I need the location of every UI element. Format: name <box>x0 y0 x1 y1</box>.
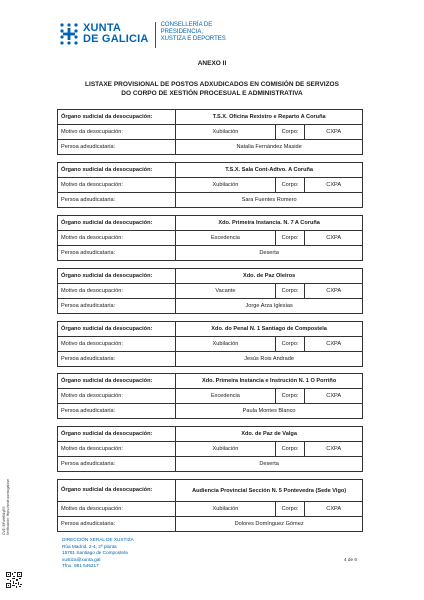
reason-value: Vacante <box>175 284 274 298</box>
corps-value: CXPA <box>304 284 362 298</box>
organ-value: Xdo. Primeira Instancia. N. 7 A Coruña <box>175 216 362 230</box>
person-value: Sara Fuentes Romero <box>175 193 362 207</box>
organ-row <box>58 322 362 336</box>
reason-label: Motivo da desocupación: <box>61 340 123 347</box>
xunta-logo <box>58 22 149 46</box>
person-row <box>58 456 362 471</box>
person-label: Persoa adxudicataria: <box>61 249 116 256</box>
reason-label: Motivo da desocupación: <box>61 393 123 400</box>
reason-label: Motivo da desocupación: <box>61 287 123 294</box>
reason-row <box>58 230 362 245</box>
qr-code-icon <box>6 572 22 588</box>
person-value: Deserta <box>175 246 362 260</box>
person-label: Persoa adxudicataria: <box>61 302 116 309</box>
organ-row <box>58 480 362 501</box>
organ-value: Xdo. do Penal N. 1 Santiago de Compostela <box>175 322 362 336</box>
organ-label: Órgano xudicial da desocupación: <box>61 487 153 494</box>
organ-label: Órgano xudicial da desocupación: <box>61 378 153 385</box>
corps-label: Corpo: <box>275 231 305 245</box>
corps-label: Corpo: <box>275 502 305 516</box>
page-number: 4 de 6 <box>344 557 358 562</box>
document-title <box>62 80 362 98</box>
person-value: Dolores Domínguez Gómez <box>175 517 362 531</box>
reason-row <box>58 336 362 351</box>
footer-line: 15781 Santiago de Compostela <box>62 550 128 555</box>
organ-value: Audiencia Provincial Sección N. 5 Pontevedra (Sede Vigo) <box>175 480 362 501</box>
person-label: Persoa adxudicataria: <box>61 144 116 150</box>
footer-line: Tfno. 981 546217 <box>62 563 99 568</box>
assignment-entry <box>57 215 363 261</box>
department-line: XUSTIZA E DEPORTES <box>160 36 226 42</box>
person-label: Persoa adxudicataria: <box>61 408 116 415</box>
reason-label: Motivo da desocupación: <box>61 234 123 241</box>
organ-value: Xdo. de Paz de Valga <box>175 427 362 441</box>
person-row <box>58 403 362 418</box>
organ-label: Órgano xudicial da desocupación: <box>61 431 153 438</box>
verification-code: CVE: BPuhH0LyR3 <box>2 506 6 535</box>
reason-value: Excedencia <box>175 231 274 245</box>
reason-value: Xubilación <box>175 178 274 192</box>
organ-label: Órgano xudicial da desocupación: <box>61 325 153 332</box>
assignment-entry <box>57 321 363 367</box>
person-label: Persoa adxudicataria: <box>61 461 116 468</box>
department-line: PRESIDENCIA, <box>160 29 203 35</box>
person-label: Persoa adxudicataria: <box>61 196 116 203</box>
reason-value: Xubilación <box>175 125 274 139</box>
assignment-entry <box>57 162 363 208</box>
organ-row <box>58 110 362 124</box>
assignment-list <box>57 109 363 539</box>
organ-label: Órgano xudicial da desocupación: <box>61 114 153 120</box>
assignment-entry <box>57 426 363 472</box>
reason-value: Xubilación <box>175 337 274 351</box>
reason-row <box>58 441 362 456</box>
person-value: Jesús Rois Andrade <box>175 352 362 366</box>
reason-label: Motivo da desocupación: <box>61 446 123 453</box>
assignment-entry <box>57 373 363 419</box>
page-header <box>58 22 226 52</box>
organ-value: T.S.X. Sala Cont-Adtvo. A Coruña <box>175 163 362 177</box>
corps-value: CXPA <box>304 442 362 456</box>
organ-row <box>58 269 362 283</box>
person-value: Jorge Arza Iglesias <box>175 299 362 313</box>
header-divider <box>155 22 156 48</box>
reason-row <box>58 501 362 516</box>
galicia-cross-icon <box>58 22 80 46</box>
corps-label: Corpo: <box>275 284 305 298</box>
person-value: Deserta <box>175 457 362 471</box>
footer-address <box>62 537 134 570</box>
person-row <box>58 139 362 154</box>
department-line: CONSELLERÍA DE <box>160 22 213 28</box>
assignment-entry <box>57 109 363 155</box>
logo-line-1: XUNTA <box>83 22 122 34</box>
organ-row <box>58 427 362 441</box>
person-row <box>58 245 362 260</box>
footer-line: Rúa Madrid, 2-4, 2ª planta <box>62 543 117 549</box>
corps-value: CXPA <box>304 502 362 516</box>
assignment-entry <box>57 479 363 532</box>
reason-value: Xubilación <box>175 502 274 516</box>
reason-label: Motivo da desocupación: <box>61 506 123 513</box>
reason-label: Motivo da desocupación: <box>61 181 123 188</box>
title-line: LISTAXE PROVISIONAL DE POSTOS ADXUDICADOS EN COMISIÓN DE SERVIZOS <box>85 81 339 88</box>
annex-heading: ANEXO II <box>197 60 227 67</box>
person-value: Paula Montes Blanco <box>175 404 362 418</box>
corps-label: Corpo: <box>275 178 305 192</box>
reason-value: Excedencia <box>175 389 274 403</box>
organ-label: Órgano xudicial da desocupación: <box>61 166 153 173</box>
logo-line-2: DE GALICIA <box>83 33 149 45</box>
organ-row <box>58 374 362 388</box>
corps-label: Corpo: <box>275 442 305 456</box>
person-row <box>58 298 362 313</box>
reason-value: Xubilación <box>175 442 274 456</box>
organ-row <box>58 216 362 230</box>
corps-label: Corpo: <box>275 337 305 351</box>
reason-row <box>58 177 362 192</box>
corps-value: CXPA <box>304 389 362 403</box>
corps-value: CXPA <box>304 178 362 192</box>
title-line: DO CORPO DE XESTIÓN PROCESUAL E ADMINISTRATIVA <box>121 90 303 97</box>
reason-row <box>58 283 362 298</box>
organ-value: Xdo. de Paz Oleiros <box>175 269 362 283</box>
assignment-entry <box>57 268 363 314</box>
logo-wordmark <box>83 23 149 45</box>
person-label: Persoa adxudicataria: <box>61 355 116 362</box>
corps-value: CXPA <box>304 125 362 139</box>
footer-line: DIRECCIÓN XERAL DE XUSTIZA <box>62 537 134 542</box>
person-value: Natalia Fernández Maside <box>175 140 362 154</box>
person-row <box>58 516 362 531</box>
person-row <box>58 192 362 207</box>
reason-label: Motivo da desocupación: <box>61 129 123 135</box>
corps-label: Corpo: <box>275 389 305 403</box>
corps-value: CXPA <box>304 231 362 245</box>
verification-note <box>2 479 10 535</box>
corps-value: CXPA <box>304 337 362 351</box>
footer-email[interactable]: xustiza@xunta.gal <box>62 556 101 562</box>
person-row <box>58 351 362 366</box>
organ-row <box>58 163 362 177</box>
organ-label: Órgano xudicial da desocupación: <box>61 219 153 226</box>
organ-value: T.S.X. Oficina Rexistro e Reparto A Coruña <box>175 110 362 124</box>
verification-url[interactable]: Verificación: https://sede.xunta.gal/cve <box>6 478 10 535</box>
department-name <box>161 22 226 43</box>
organ-label: Órgano xudicial da desocupación: <box>61 272 153 279</box>
organ-value: Xdo. Primeira Instancia e Instrución N. 1 O Porriño <box>175 374 362 388</box>
reason-row <box>58 388 362 403</box>
reason-row <box>58 124 362 139</box>
corps-label: Corpo: <box>275 125 305 139</box>
person-label: Persoa adxudicataria: <box>61 521 116 528</box>
